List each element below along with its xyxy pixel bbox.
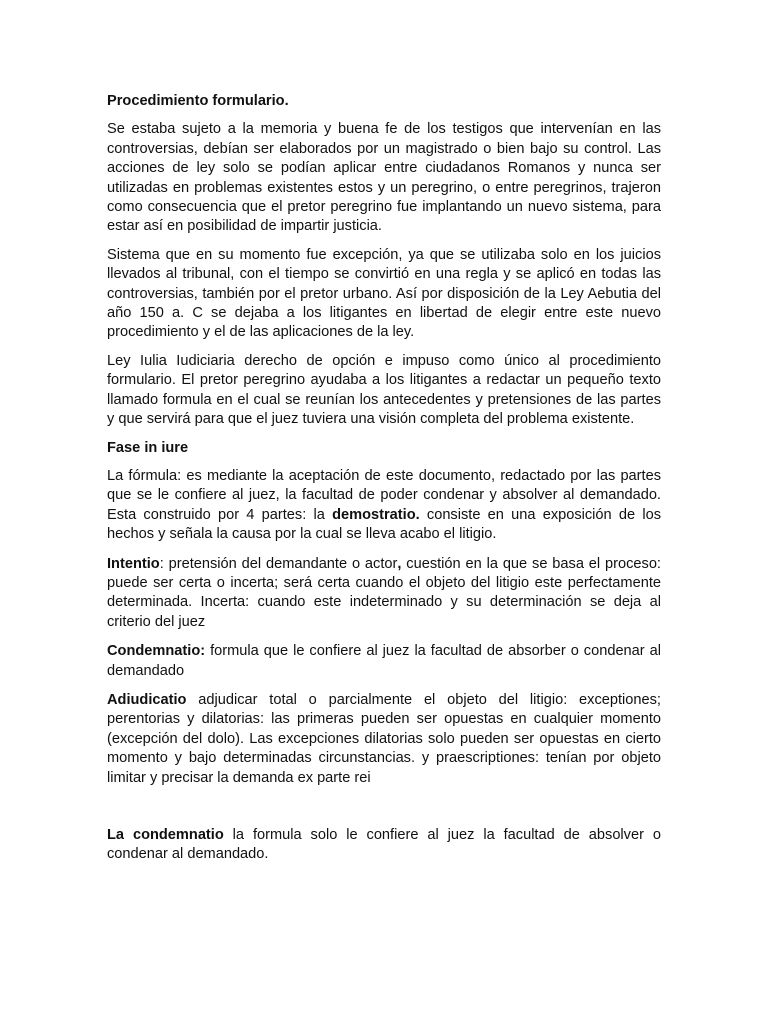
- document-page: [107, 92, 661, 875]
- paragraph-adiudicatio: [107, 691, 661, 788]
- condemnatio-text: formula que le confiere al juez la facultad de absorber o condenar al demandado: [107, 643, 661, 679]
- formula-text-after: consiste en una exposición de los hechos y señala la causa por la cual se lleva acabo el litigio.: [107, 506, 662, 543]
- paragraph-la-condemnatio: [107, 826, 661, 865]
- intentio-text-mid: : pretensión del demandante o actor: [159, 555, 398, 572]
- paragraph-condemnatio: [107, 642, 661, 681]
- formula-text-before: La fórmula: es mediante la aceptación de este documento, redactado por las partes que se le confiere al juez, la facultad de poder condenar y absolver al demandado. Esta construido por 4 partes: la: [107, 467, 661, 523]
- paragraph-memoria-testigos: Se estaba sujeto a la memoria y buena fe de los testigos que intervenían en las controversias, debían ser elaborados por un magistrado o bien bajo su control. Las acciones de ley solo se podían aplicar entre ciudadanos Romanos y nunca ser utilizadas en problemas existentes estos y un peregrino, o entre peregrinos, trajeron como consecuencia que el pretor peregrino fue implantando un nuevo sistema, para estar así en posibilidad de impartir justicia.: [107, 121, 661, 235]
- term-intentio: Intentio: [107, 555, 160, 572]
- term-condemnatio: Condemnatio:: [107, 643, 206, 660]
- intentio-text-after: cuestión en la que se basa el proceso: puede ser certa o incerta; será certa cuando el objeto del litigio este perfectamente determinada. Incerta: cuando este indeterminado y su determinación se deja al criterio del juez: [107, 555, 661, 630]
- term-demostratio: demostratio.: [332, 506, 420, 523]
- intentio-bold-comma: ,: [397, 555, 402, 572]
- term-la-condemnatio: La condemnatio: [107, 827, 224, 843]
- adiudicatio-text: adjudicar total o parcialmente el objeto del litigio: exceptiones; perentorias y dilatorias: las primeras pueden ser opuestas en cualquier momento (excepción del dolo). Las excepciones dilatorias solo pueden ser opuestas en cierto momento y bajo determinadas circunstancias. y praescriptiones: tenían por objeto limitar y precisar la demanda ex parte rei: [107, 691, 661, 786]
- paragraph-intentio: [107, 555, 661, 633]
- section-heading-fase-in-iure: Fase in iure: [107, 439, 189, 456]
- paragraph-la-formula: [107, 467, 661, 545]
- section-heading-procedimiento: Procedimiento formulario.: [107, 93, 289, 109]
- la-condemnatio-text: la formula solo le confiere al juez la facultad de absolver o condenar al demandado.: [107, 827, 661, 863]
- paragraph-sistema-excepcion: Sistema que en su momento fue excepción, ya que se utilizaba solo en los juicios llevados al tribunal, con el tiempo se convirtió en una regla y se aplicó en todas las controversias, también por el pretor urbano. Así por disposición de la Ley Aebutia del año 150 a. C se dejaba a los litigantes en libertad de elegir entre este nuevo procedimiento y el de las aplicaciones de la ley.: [107, 246, 661, 341]
- term-adiudicatio: Adiudicatio: [107, 691, 187, 708]
- paragraph-ley-iulia: Ley Iulia Iudiciaria derecho de opción e impuso como único al procedimiento formulario. El pretor peregrino ayudaba a los litigantes a redactar un pequeño texto llamado formula en el cual se reunían los antecedentes y pretensiones de las partes y que servirá para que el juez tuviera una visión completa del problema existente.: [107, 352, 661, 428]
